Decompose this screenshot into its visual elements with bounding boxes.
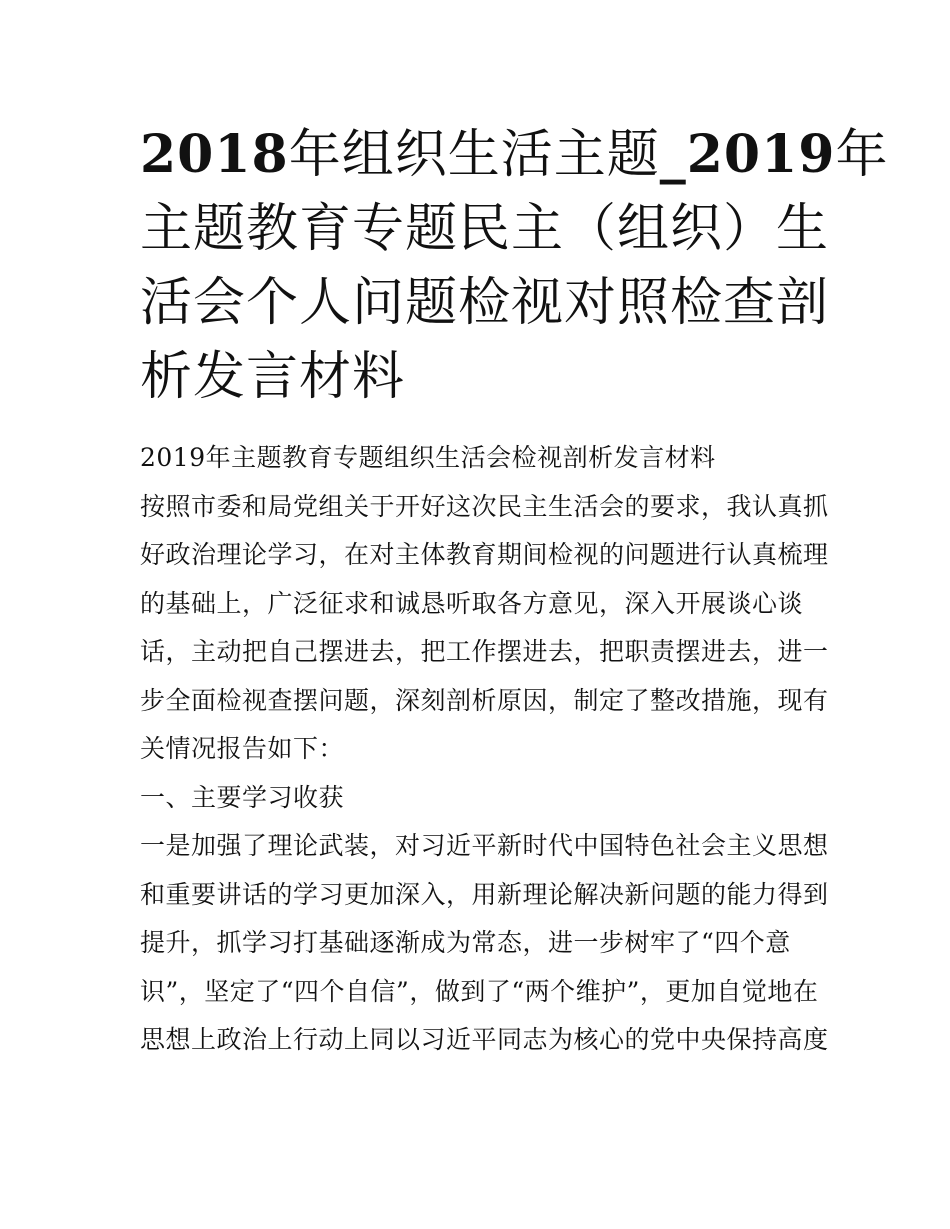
subtitle-line: 2019年主题教育专题组织生活会检视剖析发言材料 xyxy=(140,443,716,472)
title-text-1: 年组织生活主题 xyxy=(288,125,660,185)
title-line-4: 析发言材料 xyxy=(140,347,406,407)
document-title xyxy=(140,118,889,414)
paragraph-line: 提升，抓学习打基础逐渐成为常态，进一步树牢了“四个意 xyxy=(140,928,791,957)
title-line-1 xyxy=(140,118,889,192)
title-year-1: 2018 xyxy=(140,124,289,185)
paragraph-line: 步全面检视查摆问题，深刻剖析原因，制定了整改措施，现有 xyxy=(140,685,829,715)
paragraph-line: 话，主动把自己摆进去，把工作摆进去，把职责摆进去，进一 xyxy=(140,637,829,666)
paragraph-line: 按照市委和局党组关于开好这次民主生活会的要求，我认真抓 xyxy=(140,491,829,521)
title-year-2: _2019 xyxy=(659,124,836,185)
paragraph-line: 一是加强了理论武装，对习近平新时代中国特色社会主义思想 xyxy=(140,831,829,860)
paragraph-line: 关情况报告如下： xyxy=(140,734,345,763)
paragraph-line: 思想上政治上行动上同以习近平同志为核心的党中央保持高度 xyxy=(140,1025,829,1054)
title-text-1b: 年 xyxy=(835,125,889,185)
paragraph-line: 的基础上，广泛征求和诚恳听取各方意见，深入开展谈心谈 xyxy=(140,588,804,618)
document-body xyxy=(140,434,829,1065)
title-line-2: 主题教育专题民主（组织）生 xyxy=(140,199,830,259)
paragraph-line: 识”，坚定了“四个自信”，做到了“两个维护”，更加自觉地在 xyxy=(140,976,819,1006)
paragraph-line: 好政治理论学习，在对主体教育期间检视的问题进行认真梳理 xyxy=(140,540,829,569)
paragraph-line: 和重要讲话的学习更加深入，用新理论解决新问题的能力得到 xyxy=(140,879,829,909)
section-heading: 一、主要学习收获 xyxy=(140,782,345,812)
title-line-3: 活会个人问题检视对照检查剖 xyxy=(140,273,830,333)
